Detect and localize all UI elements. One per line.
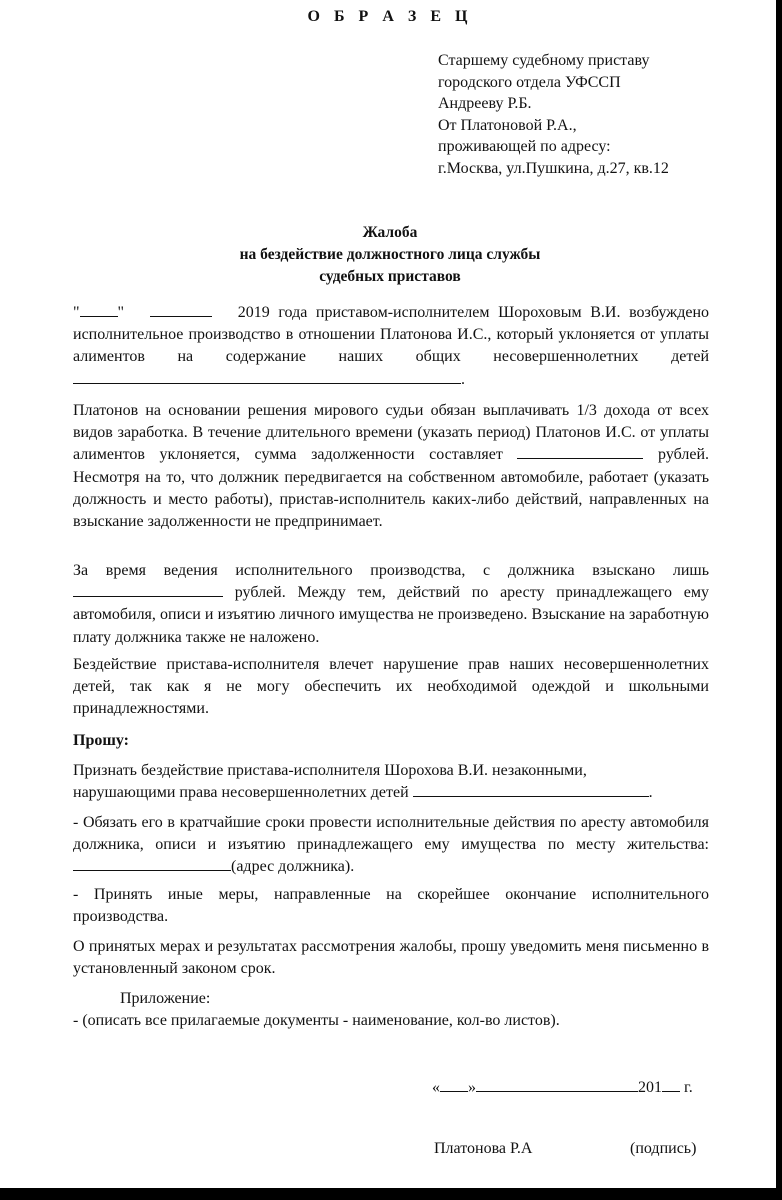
- request-3-text: - Принять иные меры, направленные на скорейшее окончание исполнительного производства.: [73, 886, 709, 926]
- collected-amount-blank: [73, 582, 223, 597]
- date-quote-open: «: [432, 1079, 440, 1096]
- day-blank: [80, 302, 118, 317]
- debt-amount-blank: [517, 444, 643, 459]
- addressee-line: Старшему судебному приставу: [438, 52, 650, 69]
- request-heading: Прошу:: [73, 732, 129, 749]
- paragraph-3: [73, 560, 709, 649]
- date-year-blank: [662, 1077, 680, 1092]
- request-1-line-2: нарушающими права несовершеннолетних детей: [73, 784, 409, 802]
- paragraph-1-end: .: [461, 370, 465, 388]
- addressee-line: От Платоновой Р.А.,: [438, 116, 577, 134]
- document-title: [0, 222, 780, 288]
- addressee-line: Андрееву Р.Б.: [438, 95, 532, 112]
- request-1-end: .: [648, 784, 653, 802]
- paragraph-2-text-a: Платонов на основании решения мирового судьи обязан выплачивать 1/3 дохода от всех видов заработка. В течение длительного времени (указать период) Платонов И.С. от уплаты алиментов уклоняется, сумма задолженности составляет: [73, 402, 709, 464]
- request-3: [73, 884, 709, 928]
- paragraph-2-text-b: рублей. Несмотря на то, что должник передвигается на собственном автомобиле, работает (указать должность и место работы), пристав-исполнитель каких-либо действий, направленных на взыскание задолженности не предпринимает.: [73, 446, 710, 531]
- paragraph-3-text-a: За время ведения исполнительного производства, с должника взыскано лишь: [73, 562, 709, 579]
- addressee-line: г.Москва, ул.Пушкина, д.27, кв.12: [438, 159, 669, 177]
- attachment-text: - (описать все прилагаемые документы - наименование, кол-во листов).: [73, 1012, 560, 1029]
- paragraph-1: [73, 302, 709, 391]
- signature-hint: (подпись): [630, 1140, 697, 1157]
- date-year-suffix: г.: [684, 1079, 693, 1096]
- request-2-text-a: - Обязать его в кратчайшие сроки провести исполнительные действия по аресту автомобиля должника, описи и изъятию принадлежащего ему имущества по месту жительства:: [73, 814, 709, 854]
- request-4-text: О принятых мерах и результатах рассмотрения жалобы, прошу уведомить меня письменно в установленный законом срок.: [73, 938, 709, 978]
- request-1-line-1: Признать бездействие пристава-исполнителя Шорохова В.И. незаконными,: [73, 762, 587, 779]
- quote-open: ": [73, 304, 80, 321]
- scan-border-bottom: [0, 1188, 782, 1200]
- title-line-1: Жалоба: [362, 224, 418, 241]
- attachment-label: Приложение:: [120, 990, 211, 1007]
- scan-border-right: [776, 0, 782, 1200]
- children-blank: [73, 369, 461, 384]
- paragraph-2: [73, 400, 709, 533]
- paragraph-1-text: 2019 года приставом-исполнителем Шороховым В.И. возбуждено исполнительное производство в отношении Платонова И.С., который уклоняется от уплаты алиментов на содержание наших общих несовершеннолетних детей: [73, 304, 710, 366]
- paragraph-4-text: Бездействие пристава-исполнителя влечет нарушение прав наших несовершеннолетних детей, так как я не могу обеспечить их необходимой одеждой и школьными принадлежностями.: [73, 656, 709, 718]
- title-line-3: судебных приставов: [319, 268, 461, 285]
- request-2-text-b: (адрес должника).: [231, 858, 355, 876]
- date-month-blank: [476, 1077, 638, 1092]
- request-2: [73, 812, 709, 879]
- request-1-blank: [413, 782, 649, 797]
- signer-name: Платонова Р.А: [434, 1140, 533, 1157]
- title-line-2: на бездействие должностного лица службы: [239, 246, 541, 263]
- date-quote-close: »: [468, 1079, 476, 1096]
- addressee-block: [438, 50, 738, 179]
- paragraph-3-text-b: рублей. Между тем, действий по аресту принадлежащего ему автомобиля, описи и изъятию личного имущества не произведено. Взыскание на заработную плату должника также не наложено.: [73, 584, 710, 646]
- request-4: [73, 936, 709, 980]
- request-1: [73, 760, 709, 804]
- addressee-line: городского отдела УФССП: [438, 73, 621, 91]
- date-day-blank: [440, 1077, 468, 1092]
- quote-close: ": [117, 304, 125, 321]
- month-blank: [150, 302, 212, 317]
- paragraph-4: [73, 654, 709, 721]
- debtor-address-blank: [73, 856, 231, 871]
- sample-header: О Б Р А З Е Ц: [307, 8, 473, 25]
- addressee-line: проживающей по адресу:: [438, 138, 611, 155]
- date-line: [432, 1077, 693, 1097]
- date-year: 201: [638, 1079, 662, 1096]
